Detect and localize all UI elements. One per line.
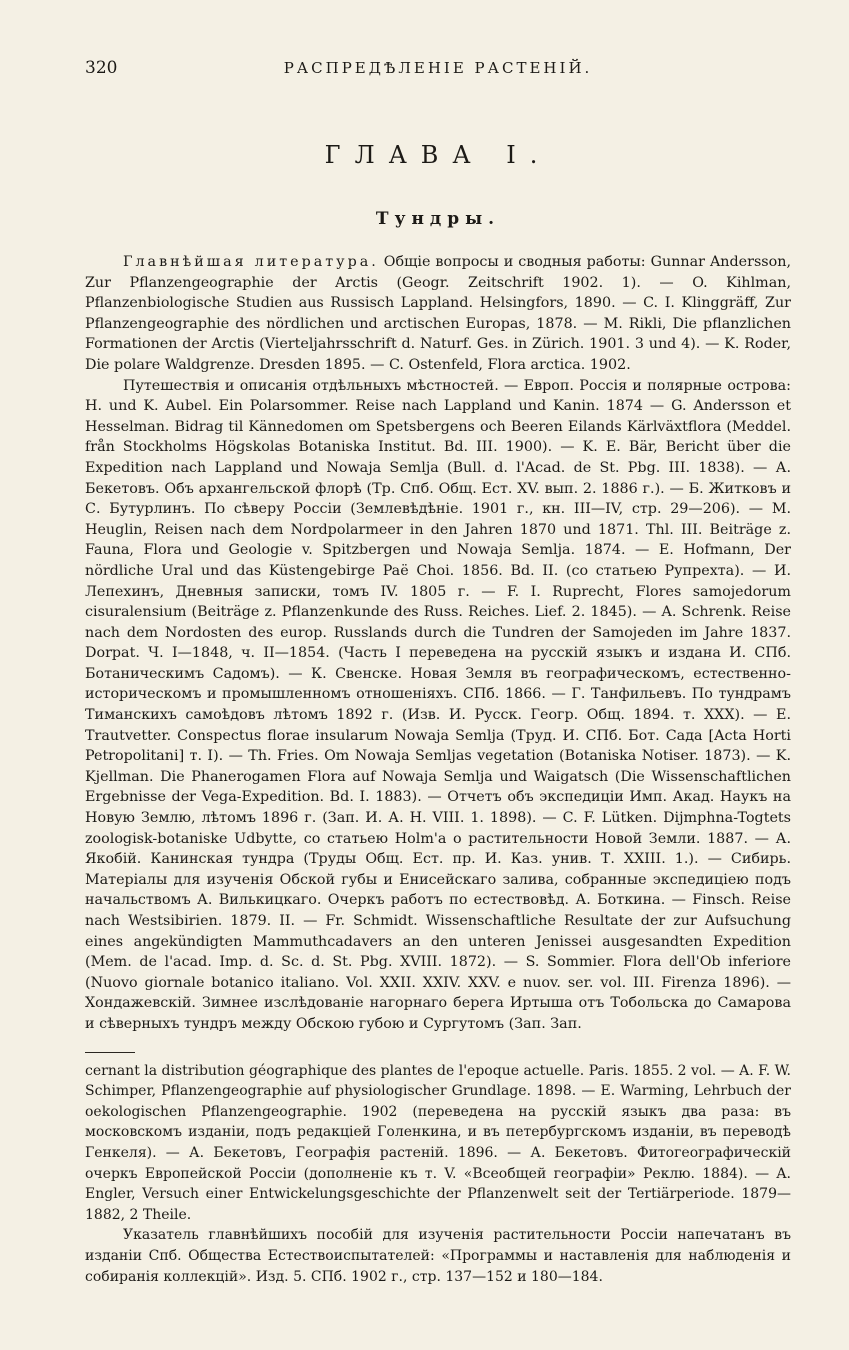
main-text (85, 252, 791, 1035)
paragraph-lead: Главнѣйшая литература. (123, 254, 379, 270)
footnote-rule (85, 1052, 135, 1053)
footnote-continuation: cernant la distribution géographique des plantes de l'epoque actuelle. Paris. 1855. 2 vol. — A. F. W. Schimper, Pflanzengeographie auf physiologischer Grundlage. 1898. — E. Warming, Lehrbuch der oekologischen Pflanzengeographie. 1902 (переведена на русскій языкъ два раза: въ московскомъ изданіи, подъ редакціей Голенкина, и въ петербургскомъ изданіи, въ переводѣ Генкеля). — А. Бекетовъ, Географія растеній. 1896. — А. Бекетовъ. Фитогеографическій очеркъ Европейской Россіи (дополненіе къ т. V. «Всеобщей географіи» Реклю. 1884). — A. Engler, Versuch einer Entwickelungsgeschichte der Pflanzenwelt seit der Tertiärperiode. 1879—1882, 2 Theile. (85, 1062, 791, 1223)
footnote (85, 1061, 791, 1288)
footnote-paragraph: Указатель главнѣйшихъ пособій для изученія растительности Россіи напечатанъ въ изданіи Спб. Общества Естествоиспытателей: «Программы и наставленія для наблюденія и собиранія коллекцій». Изд. 5. СПб. 1902 г., стр. 137—152 и 180—184. (85, 1227, 791, 1285)
chapter-title: ГЛАВА I. (324, 141, 552, 169)
section-title: Тундры. (375, 209, 501, 229)
running-title: РАСПРЕДѢЛЕНІЕ РАСТЕНІЙ. (283, 59, 593, 77)
page-number: 320 (85, 58, 118, 78)
running-head (85, 58, 791, 84)
paragraph-literature (85, 252, 791, 376)
paragraph-text: Общіе вопросы и сводныя работы: Gunnar Andersson, Zur Pflanzengeographie der Arctis (Geogr. Zeitschrift 1902. 1). — O. Kihlman, Pflanzenbiologische Studien aus Russisch Lappland. Helsingfors, 1890. — C. I. Klinggräff, Zur Pflanzengeographie des nördlichen und arctischen Europas, 1878. — M. Rikli, Die pflanzlichen Formationen der Arctis (Vierteljahrsschrift d. Naturf. Ges. in Zürich. 1901. 3 und 4). — K. Roder, Die polare Waldgrenze. Dresden 1895. — C. Ostenfeld, Flora arctica. 1902. (85, 254, 791, 373)
paragraph-travels: Путешествія и описанія отдѣльныхъ мѣстностей. — Европ. Россія и полярные острова: H. und K. Aubel. Ein Polarsommer. Reise nach Lappland und Kanin. 1874 — G. Andersson et Hesselman. Bidrag til Kännedomen om Spetsbergens och Beeren Eilands Kärlväxtflora (Meddel. från Stockholms Högskolas Botaniska Institut. Bd. III. 1900). — K. E. Bär, Bericht über die Expedition nach Lappland und Nowaja Semlja (Bull. d. l'Acad. de St. Pbg. III. 1838). — А. Бекетовъ. Объ архангельской флорѣ (Тр. Спб. Общ. Ест. XV. вып. 2. 1886 г.). — Б. Житковъ и С. Бутурлинъ. По сѣверу Россіи (Землевѣдѣніе. 1901 г., кн. III—IV, стр. 29—206). — M. Heuglin, Reisen nach dem Nordpolarmeer in den Jahren 1870 und 1871. Thl. III. Beiträge z. Fauna, Flora und Geologie v. Spitzbergen und Nowaja Semlja. 1874. — E. Hofmann, Der nördliche Ural und das Küstengebirge Paë Choi. 1856. Bd. II. (со статьею Рупрехта). — И. Лепехинъ, Дневныя записки, томъ IV. 1805 г. — F. I. Ruprecht, Flores samojedorum cisuralensium (Beiträge z. Pflanzenkunde des Russ. Reiches. Lief. 2. 1845). — A. Schrenk. Reise nach dem Nordosten des europ. Russlands durch die Tundren der Samojeden im Jahre 1837. Dorpat. Ч. I—1848, ч. II—1854. (Часть I переведена на русскій языкъ и издана И. СПб. Ботаническимъ Садомъ). — К. Свенске. Новая Земля въ географическомъ, естественно-историческомъ и промышленномъ отношеніяхъ. СПб. 1866. — Г. Танфильевъ. По тундрамъ Тиманскихъ самоѣдовъ лѣтомъ 1892 г. (Изв. И. Русск. Геогр. Общ. 1894. т. XXX). — E. Trautvetter. Conspectus florae insularum Nowaja Semlja (Труд. И. СПб. Бот. Сада [Acta Horti Petropolitani] т. I). — Th. Fries. Om Nowaja Semljas vegetation (Botaniska Notiser. 1873). — K. Kjellman. Die Phanerogamen Flora auf Nowaja Semlja und Waigatsch (Die Wissenschaftlichen Ergebnisse der Vega-Expedition. Bd. I. 1883). — Отчетъ объ экспедиціи Имп. Акад. Наукъ на Новую Землю, лѣтомъ 1896 г. (Зап. И. А. Н. VIII. 1. 1898). — C. F. Lütken. Dijmphna-Togtets zoologisk-botaniske Udbytte, со статьею Holm'а о растительности Новой Земли. 1887. — А. Якобій. Канинская тундра (Труды Общ. Ест. пр. И. Каз. унив. Т. XXIII. 1.). — Сибирь. Матеріалы для изученія Обской губы и Енисейскаго залива, собранные экспедиціею подъ начальствомъ А. Вилькицкаго. Очеркъ работъ по естествовѣд. А. Боткина. — Finsch. Reise nach Westsibirien. 1879. II. — Fr. Schmidt. Wissenschaftliche Resultate der zur Aufsuchung eines angekündigten Mammuthcadavers an den unteren Jenissei ausgesandten Expedition (Mem. de l'acad. Imp. d. Sc. d. St. Pbg. XVIII. 1872). — S. Sommier. Flora dell'Ob inferiore (Nuovo giornale botanico italiano. Vol. XXII. XXIV. XXV. e nuov. ser. vol. III. Firenza 1896). — Хондажевскій. Зимнее изслѣдованіе нагорнаго берега Иртыша отъ Тобольска до Самарова и сѣверныхъ тундръ между Обскою губою и Сургутомъ (Зап. Зап. (85, 377, 791, 1032)
